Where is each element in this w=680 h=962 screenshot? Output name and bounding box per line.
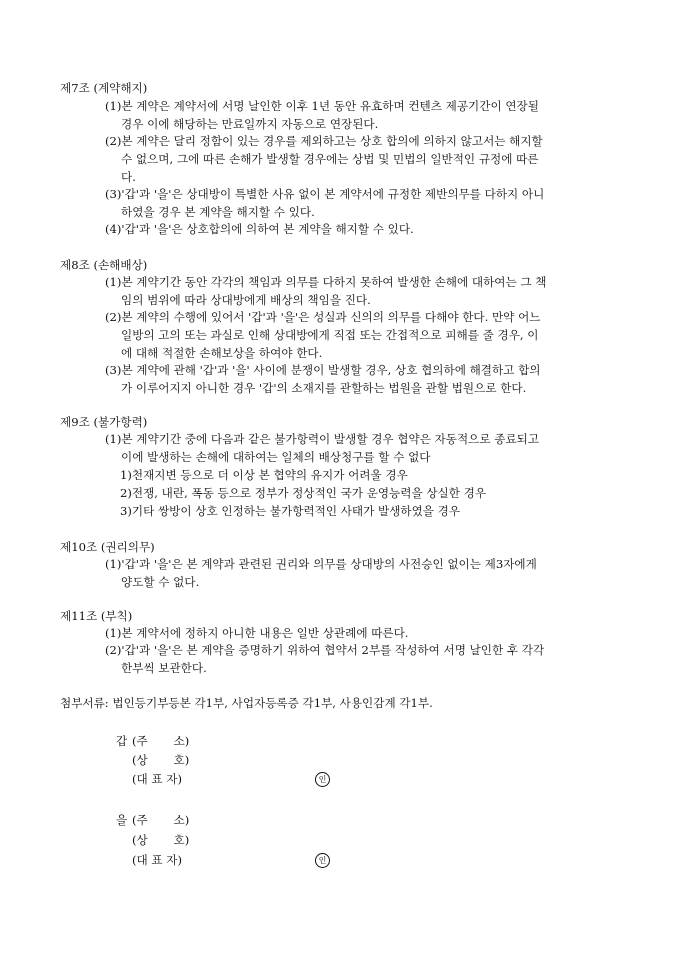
item-line: 임의 범위에 따라 상대방에게 배상의 책임을 진다.	[121, 293, 371, 307]
item-line: (1)본 계약서에 정하지 아니한 내용은 일반 상관례에 따른다.	[105, 626, 409, 640]
article-11-item-2	[105, 641, 625, 677]
item-line: 이에 발생하는 손해에 대하여는 일체의 배상청구를 할 수 없다	[121, 450, 431, 464]
item-line: (1)'갑'과 '을'은 본 계약과 관련된 권리와 의무를 상대방의 사전승인 없이는 제3자에게	[105, 557, 537, 571]
party-a-seal-mark: 인	[315, 772, 330, 787]
article-9-item-1	[105, 430, 625, 466]
article-7-item-1	[105, 97, 625, 133]
item-line: 양도할 수 없다.	[121, 575, 200, 589]
attachments-line: 첨부서류: 법인등기부등본 각1부, 사업자등록증 각1부, 사용인감계 각1부.	[60, 696, 433, 710]
item-line: (1)본 계약은 계약서에 서명 날인한 이후 1년 동안 유효하며 컨텐츠 제공기간이 연장될	[105, 99, 539, 113]
party-b-address-label: (주 소)	[132, 813, 190, 827]
item-line: (2)'갑'과 '을'은 본 계약을 증명하기 위하여 협약서 2부를 작성하여 서명 날인한 후 각각	[105, 643, 545, 657]
article-9-title: 제9조 (불가항력)	[60, 415, 148, 429]
item-line: (1)본 계약기간 동안 각각의 책임과 의무를 다하지 못하여 발생한 손해에 대하여는 그 책	[105, 275, 547, 289]
item-line: (1)본 계약기간 중에 다음과 같은 불가항력이 발생할 경우 협약은 자동적으로 종료되고	[105, 432, 540, 446]
party-b-rep-label: (대 표 자)	[132, 853, 183, 867]
article-9-subitem-3: 3)기타 쌍방이 상호 인정하는 불가항력적인 사태가 발생하였을 경우	[120, 504, 461, 518]
party-a-address-label: (주 소)	[132, 734, 190, 748]
item-line: 하였을 경우 본 계약을 해지할 수 있다.	[121, 205, 315, 219]
item-line: (4)'갑'과 '을'은 상호합의에 의하여 본 계약을 해지할 수 있다.	[105, 222, 414, 236]
item-line: (3)본 계약에 관해 '갑'과 '을' 사이에 분쟁이 발생할 경우, 상호 협의하에 해결하고 합의	[105, 363, 541, 377]
article-7-item-2	[105, 132, 625, 186]
item-line: 가 이루어지지 아니한 경우 '갑'의 소재지를 관할하는 법원을 관할 법원으로 한다.	[121, 381, 527, 395]
item-line: 경우 이에 해당하는 만료일까지 자동으로 연장된다.	[121, 117, 379, 131]
article-11-title: 제11조 (부칙)	[60, 609, 133, 623]
article-10-item-1	[105, 555, 625, 591]
party-a-label: 갑	[116, 734, 128, 748]
article-8-title: 제8조 (손해배상)	[60, 258, 148, 272]
article-7-item-3	[105, 185, 625, 221]
article-7-title: 제7조 (계약해지)	[60, 81, 148, 95]
article-7-item-4	[105, 220, 625, 238]
article-11-item-1	[105, 624, 625, 642]
article-8-item-3	[105, 361, 625, 397]
item-line: 한부씩 보관한다.	[121, 661, 207, 675]
party-a-name-label: (상 호)	[132, 753, 190, 767]
article-8-item-1	[105, 273, 625, 309]
party-b-label: 을	[116, 813, 128, 827]
party-b-name-label: (상 호)	[132, 833, 190, 847]
article-9-subitem-1: 1)천재지변 등으로 더 이상 본 협약의 유지가 어려울 경우	[120, 468, 408, 482]
item-line: (2)본 계약의 수행에 있어서 '갑'과 '을'은 성실과 신의의 의무를 다해야 한다. 만약 어느	[105, 310, 541, 324]
item-line: (3)'갑'과 '을'은 상대방이 특별한 사유 없이 본 계약서에 규정한 제반의무를 다하지 아니	[105, 187, 545, 201]
item-line: 에 대해 적절한 손해보상을 하여야 한다.	[121, 346, 323, 360]
item-line: 다.	[121, 170, 136, 184]
party-a-rep-label: (대 표 자)	[132, 772, 183, 786]
item-line: (2)본 계약은 달리 정함이 있는 경우를 제외하고는 상호 합의에 의하지 않고서는 해지할	[105, 134, 543, 148]
party-b-seal-mark: 인	[315, 853, 330, 868]
item-line: 수 없으며, 그에 따른 손해가 발생할 경우에는 상법 및 민법의 일반적인 규정에 따른	[121, 152, 539, 166]
article-8-item-2	[105, 308, 625, 362]
article-10-title: 제10조 (권리의무)	[60, 540, 155, 554]
item-line: 일방의 고의 또는 과실로 인해 상대방에게 직접 또는 간접적으로 피해를 줄 경우, 이	[121, 328, 539, 342]
article-9-subitem-2: 2)전쟁, 내란, 폭동 등으로 정부가 정상적인 국가 운영능력을 상실한 경우	[120, 486, 487, 500]
